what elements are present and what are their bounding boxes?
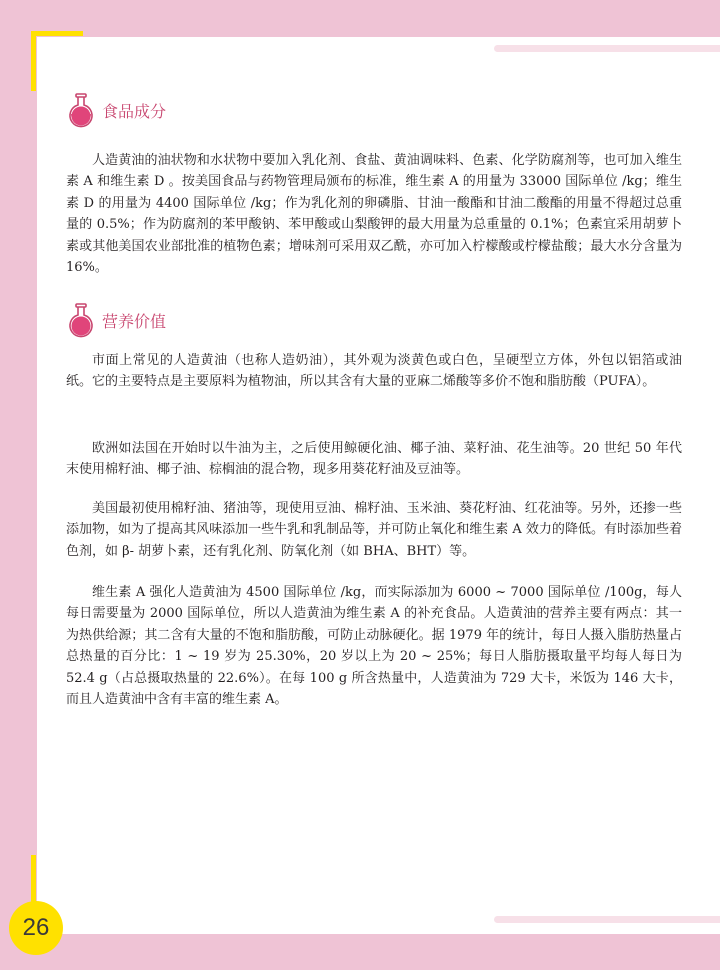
page-number: 26	[9, 901, 63, 955]
flask-icon	[66, 92, 96, 128]
paragraph: 维生素 A 强化人造黄油为 4500 国际单位 /kg，而实际添加为 6000 ~ 7000 国际单位 /100g，每人每日需要量为 2000 国际单位，所以人造黄油为维生素 A 的补充食品。人造黄油的营养主要有两点：其一为热供给源；其二含有大量的不饱和脂肪酸，可防止动脉硬化。据 1979 年的统计，每日人摄入脂肪热量占总热量的百分比：1 ~ 19 岁为 25.30%，20 岁以上为 20 ~ 25%；每日人脂肪摄取量平均每人每日为 52.4 g（占总摄取热量的 22.6%）。在每 100 g 所含热量中，人造黄油为 729 大卡，米饭为 146 大卡，而且人造黄油中含有丰富的维生素 A。	[66, 585, 682, 708]
flask-icon	[66, 302, 96, 338]
corner-accent-top-left-horizontal	[31, 31, 83, 36]
section-title: 营养价值	[102, 311, 167, 331]
decorative-bar-top	[494, 45, 720, 52]
section-header-nutritional-value	[66, 300, 166, 340]
section-title: 食品成分	[102, 101, 167, 121]
corner-accent-top-left	[31, 31, 36, 91]
section-header-food-ingredients	[66, 90, 166, 130]
paragraph: 美国最初使用棉籽油、猪油等，现使用豆油、棉籽油、玉米油、葵花籽油、红花油等。另外，还掺一些添加物，如为了提高其风味添加一些牛乳和乳制品等，并可防止氧化和维生素 A 效力的降低。有时添加些着色剂，如 β- 胡萝卜素，还有乳化剂、防氧化剂（如 BHA、BHT）等。	[66, 501, 682, 559]
decorative-bar-bottom	[494, 916, 720, 923]
paragraph: 欧洲如法国在开始时以牛油为主，之后使用鲸硬化油、椰子油、菜籽油、花生油等。20 世纪 50 年代末使用棉籽油、椰子油、棕榈油的混合物，现多用葵花籽油及豆油等。	[66, 441, 682, 478]
paragraph: 市面上常见的人造黄油（也称人造奶油），其外观为淡黄色或白色，呈硬型立方体，外包以铝箔或油纸。它的主要特点是主要原料为植物油，所以其含有大量的亚麻二烯酸等多价不饱和脂肪酸（PUFA）。	[66, 353, 682, 390]
paragraph: 人造黄油的油状物和水状物中要加入乳化剂、食盐、黄油调味料、色素、化学防腐剂等，也可加入维生素 A 和维生素 D 。按美国食品与药物管理局颁布的标准，维生素 A 的用量为 33000 国际单位 /kg；维生素 D 的用量为 4400 国际单位 /kg；作为乳化剂的卵磷脂、甘油一酸酯和甘油二酸酯的用量不得超过总重量的 0.5%；作为防腐剂的苯甲酸钠、苯甲酸或山梨酸钾的最大用量为总重量的 0.1%；色素宜采用胡萝卜素或其他美国农业部批准的植物色素；增味剂可采用双乙酰，亦可加入柠檬酸或柠檬盐酸；最大水分含量为 16%。	[66, 153, 682, 276]
